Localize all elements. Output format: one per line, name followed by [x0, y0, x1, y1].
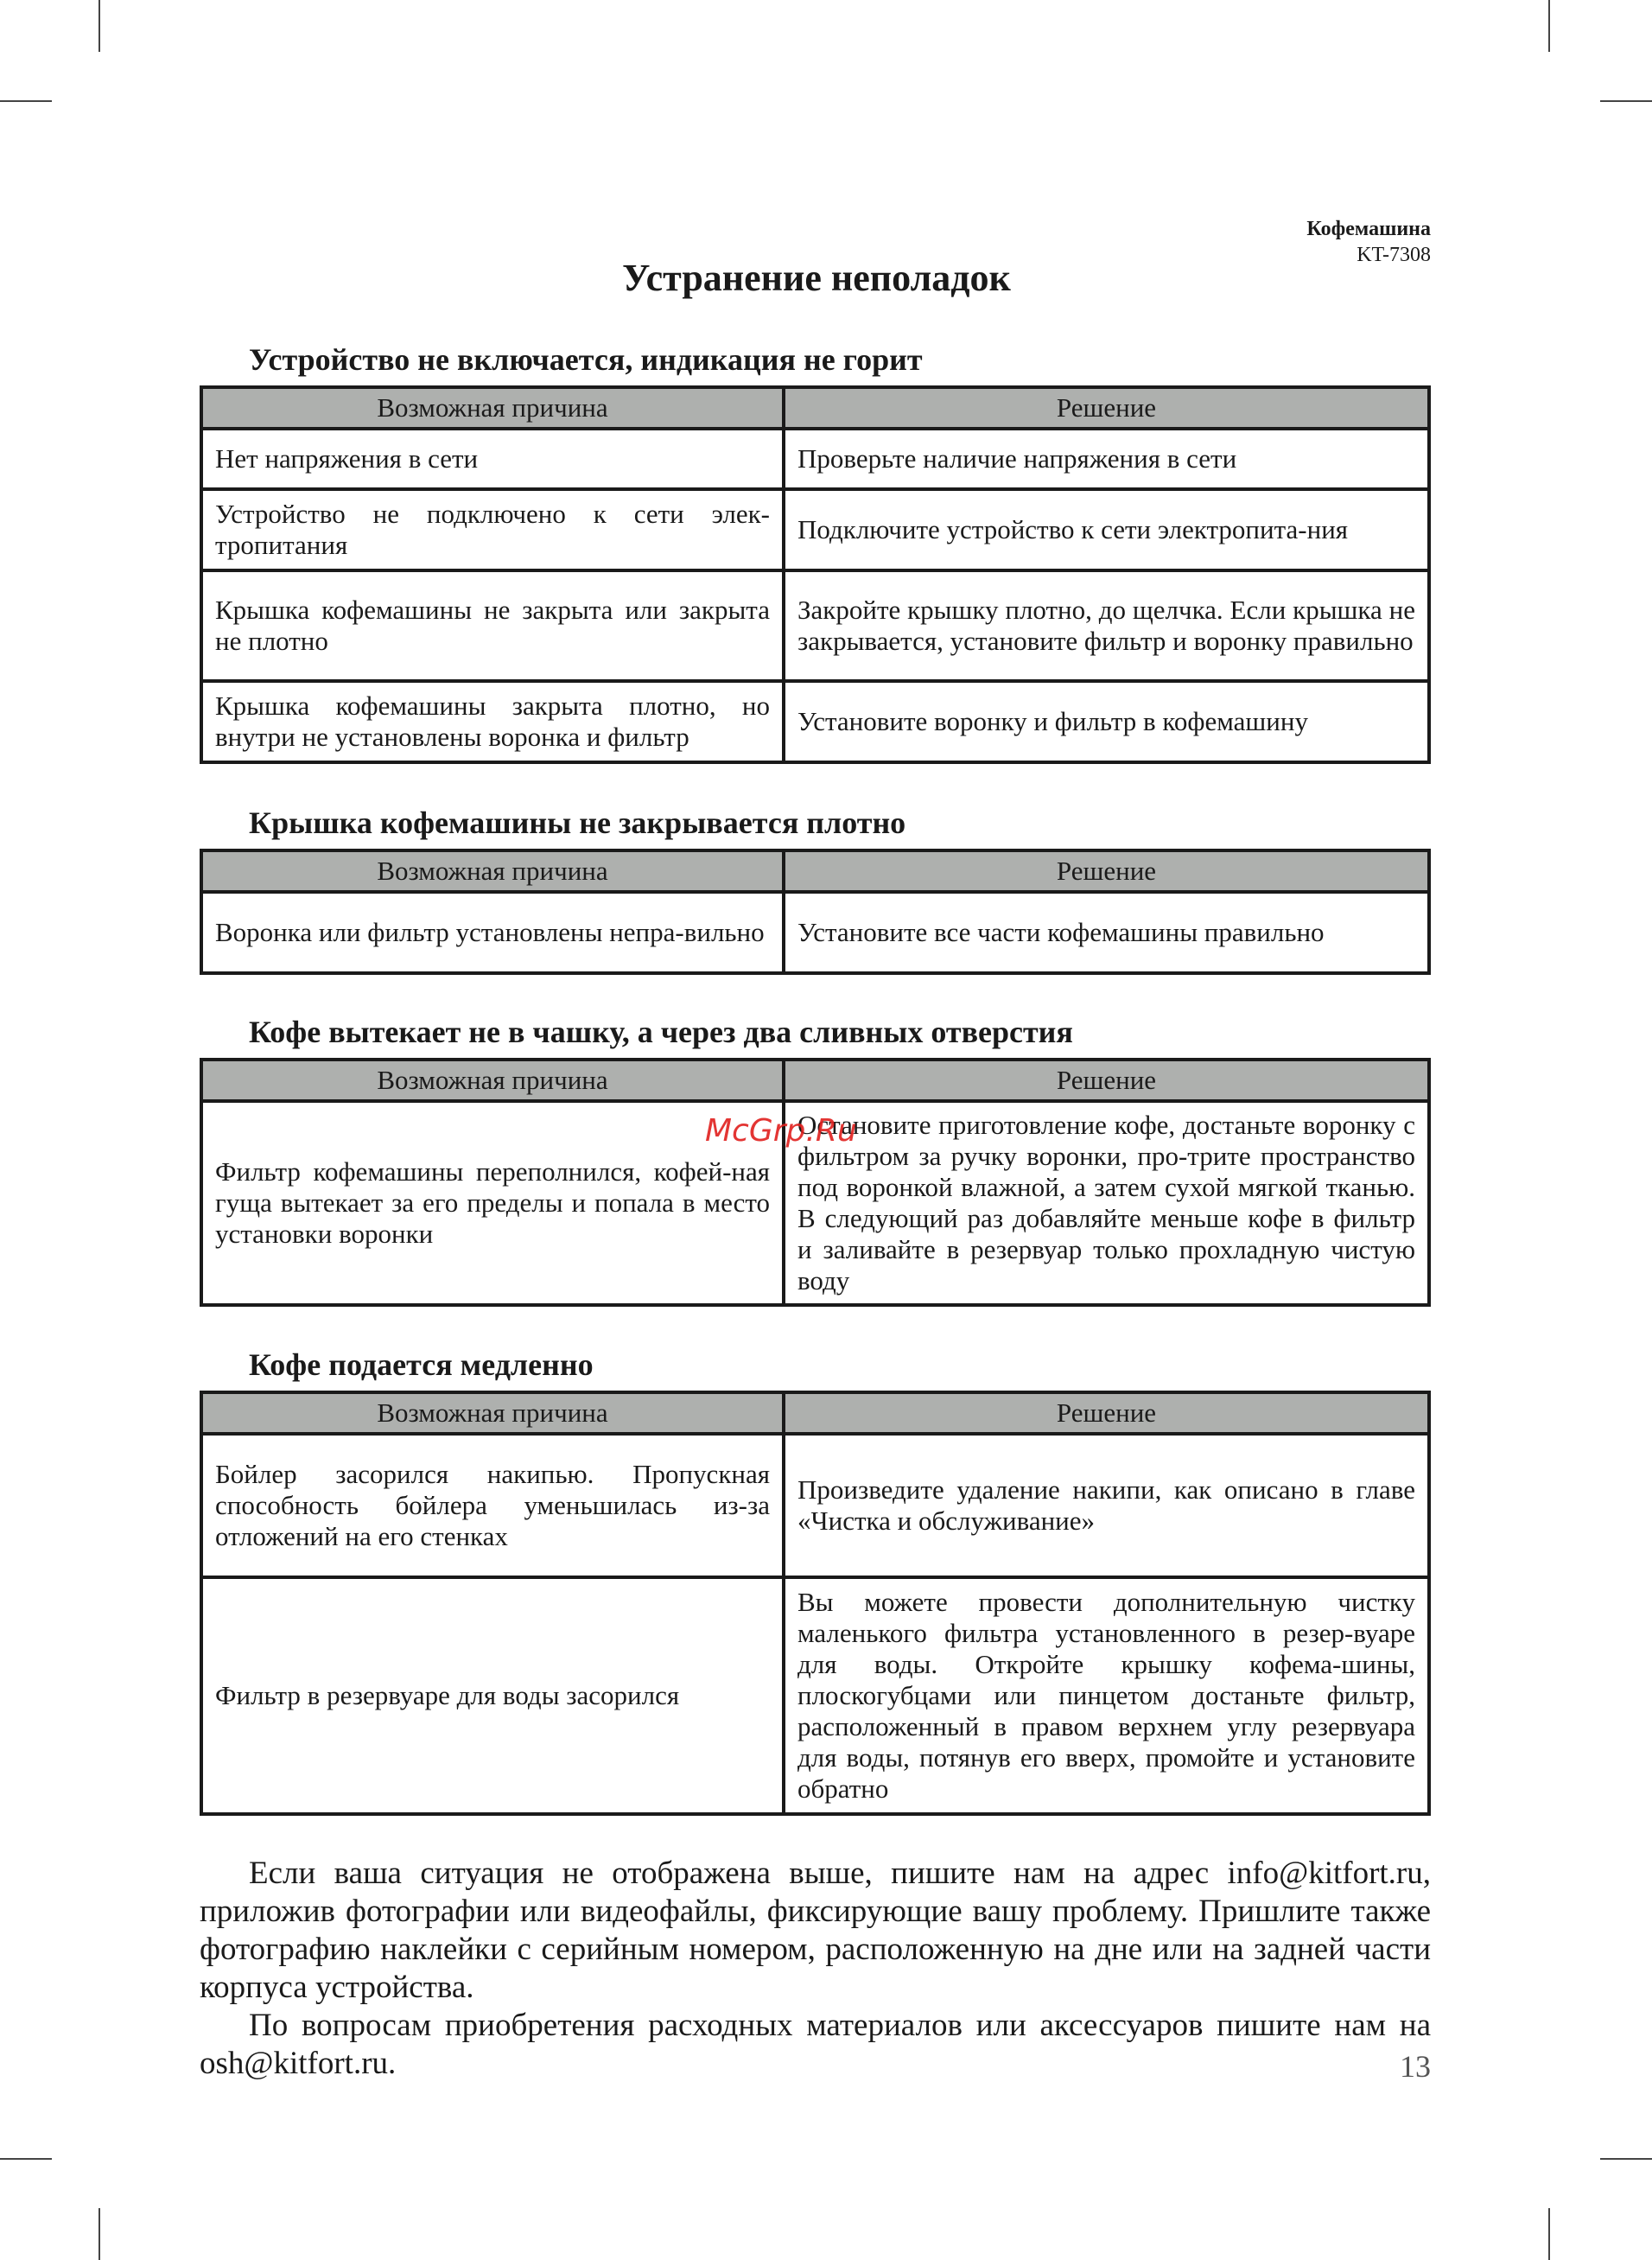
troubleshooting-table	[200, 849, 1431, 975]
crop-mark	[1600, 100, 1652, 102]
table-row	[201, 429, 1429, 489]
cause-cell: Крышка кофемашины не закрыта или закрыта не плотно	[201, 570, 784, 681]
solution-header: Решение	[784, 1392, 1429, 1434]
section-title: Крышка кофемашины не закрывается плотно	[249, 805, 906, 840]
table-header-row	[201, 387, 1429, 429]
section-title: Устройство не включается, индикация не горит	[249, 342, 923, 377]
cause-cell: Воронка или фильтр установлены непра-вильно	[201, 892, 784, 973]
table-header-row	[201, 1060, 1429, 1101]
watermark: McGrp.Ru	[705, 1113, 857, 1149]
table-row	[201, 1577, 1429, 1814]
troubleshooting-table	[200, 1058, 1431, 1307]
troubleshooting-table	[200, 1391, 1431, 1816]
product-name: Кофемашина	[1306, 218, 1431, 240]
crop-mark	[0, 2158, 52, 2160]
solution-header: Решение	[784, 387, 1429, 429]
table-row	[201, 570, 1429, 681]
page-number: 13	[1400, 2049, 1431, 2084]
solution-cell: Вы можете провести дополнительную чистку маленького фильтра установленного в резер-вуаре для воды. Откройте крышку кофема-шины, плоскогубцами или пинцетом достаньте фильтр, расположенный в правом верхнем углу резервуара для воды, потянув его вверх, промойте и установите обратно	[784, 1577, 1429, 1814]
crop-mark	[0, 100, 52, 102]
cause-cell: Фильтр кофемашины переполнился, кофей-ная гуща вытекает за его пределы и попала в место установки воронки	[201, 1101, 784, 1305]
cause-cell: Нет напряжения в сети	[201, 429, 784, 489]
solution-header: Решение	[784, 1060, 1429, 1101]
solution-cell: Проверьте наличие напряжения в сети	[784, 429, 1429, 489]
table-row	[201, 1434, 1429, 1577]
crop-mark	[1548, 2208, 1550, 2260]
table-header-row	[201, 1392, 1429, 1434]
cause-header: Возможная причина	[201, 850, 784, 892]
table-row	[201, 681, 1429, 762]
crop-mark	[1548, 0, 1550, 52]
cause-cell: Бойлер засорился накипью. Пропускная способность бойлера уменьшилась из-за отложений на его стенках	[201, 1434, 784, 1577]
cause-header: Возможная причина	[201, 1060, 784, 1101]
cause-cell: Фильтр в резервуаре для воды засорился	[201, 1577, 784, 1814]
cause-cell: Устройство не подключено к сети элек-тропитания	[201, 489, 784, 570]
solution-cell: Произведите удаление накипи, как описано в главе «Чистка и обслуживание»	[784, 1434, 1429, 1577]
model-number: KT-7308	[1357, 244, 1431, 266]
troubleshooting-table	[200, 385, 1431, 764]
crop-mark	[98, 2208, 100, 2260]
page-title: Устранение неполадок	[622, 257, 1011, 299]
cause-header: Возможная причина	[201, 387, 784, 429]
table-row	[201, 489, 1429, 570]
solution-cell: Подключите устройство к сети электропита-ния	[784, 489, 1429, 570]
crop-mark	[98, 0, 100, 52]
cause-header: Возможная причина	[201, 1392, 784, 1434]
table-header-row	[201, 850, 1429, 892]
section-title: Кофе подается медленно	[249, 1347, 594, 1382]
solution-cell: Остановите приготовление кофе, достаньте воронку с фильтром за ручку воронки, про-трите пространство под воронкой влажной, а затем сухой мягкой тканью. В следующий раз добавляйте меньше кофе в фильтр и заливайте в резервуар только прохладную чистую воду	[784, 1101, 1429, 1305]
solution-cell: Закройте крышку плотно, до щелчка. Если крышка не закрывается, установите фильтр и воронку правильно	[784, 570, 1429, 681]
contact-paragraph: Если ваша ситуация не отображена выше, пишите нам на адрес info@kitfort.ru, приложив фотографии или видеофайлы, фиксирующие вашу проблему. Пришлите также фотографию наклейки с серийным номером, расположенную на дне или на задней части корпуса устройства.	[200, 1856, 1431, 2005]
table-row	[201, 892, 1429, 973]
solution-header: Решение	[784, 850, 1429, 892]
accessories-paragraph: По вопросам приобретения расходных материалов или аксессуаров пишите нам на osh@kitfort.ru.	[200, 2008, 1431, 2081]
solution-cell: Установите воронку и фильтр в кофемашину	[784, 681, 1429, 762]
cause-cell: Крышка кофемашины закрыта плотно, но внутри не установлены воронка и фильтр	[201, 681, 784, 762]
section-title: Кофе вытекает не в чашку, а через два сливных отверстия	[249, 1015, 1073, 1049]
solution-cell: Установите все части кофемашины правильно	[784, 892, 1429, 973]
crop-mark	[1600, 2158, 1652, 2160]
